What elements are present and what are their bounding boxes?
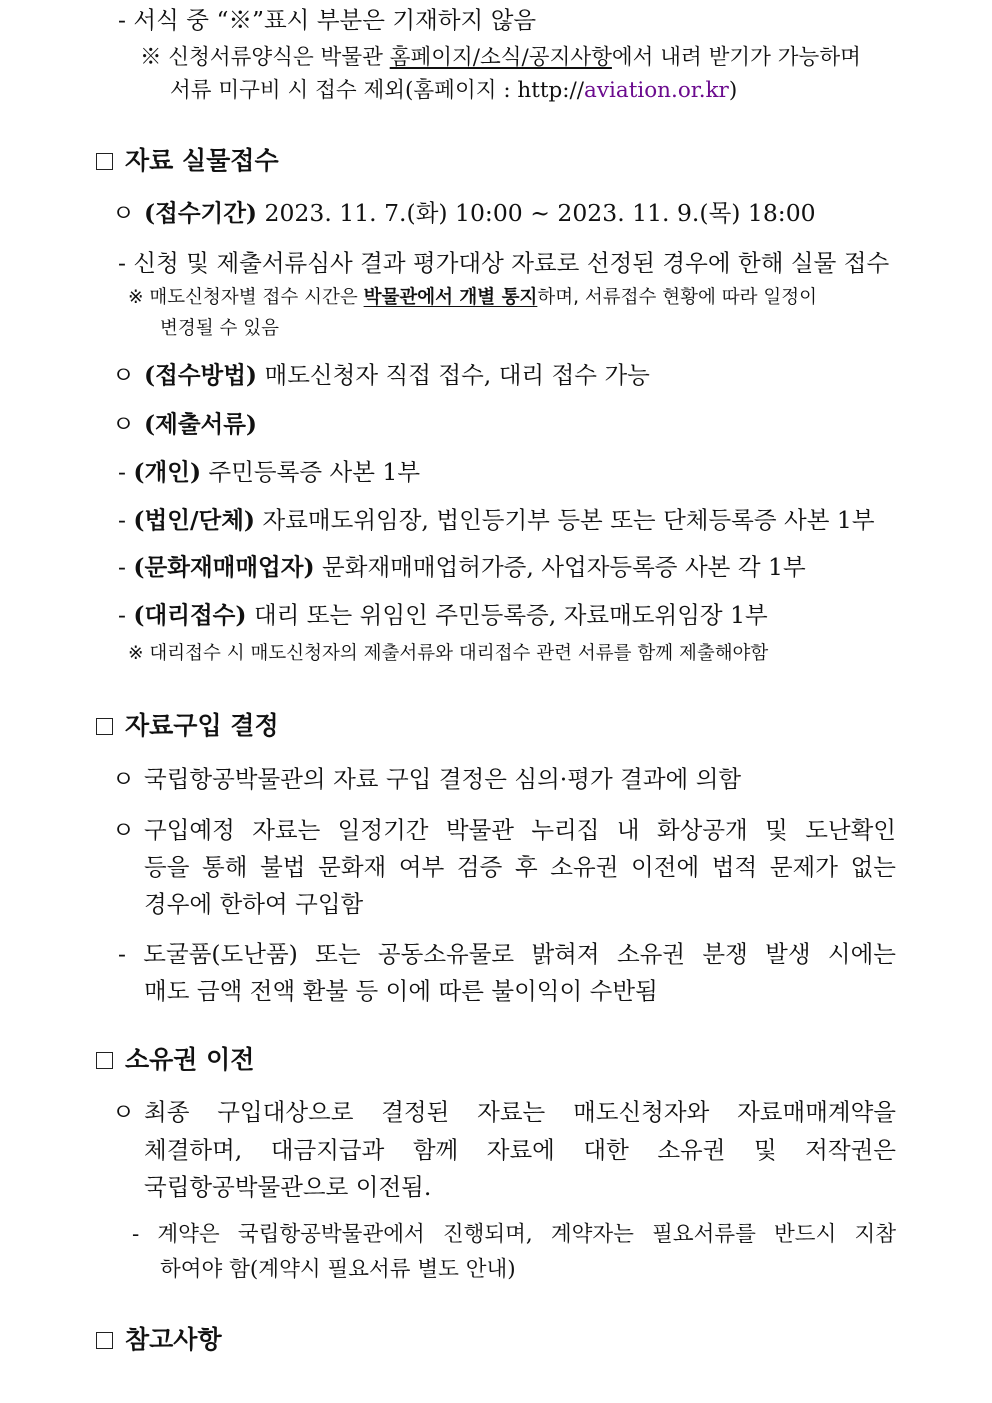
contract-note-line2: 하여야 함(계약시 필요서류 별도 안내) (160, 1257, 516, 1282)
circle-bullet-icon: ㅇ (112, 765, 135, 793)
circle-bullet-icon: ㅇ (112, 199, 135, 227)
purchase-item-2-line1: 구입예정 자료는 일정기간 박물관 누리집 내 화상공개 및 도난확인 (144, 816, 896, 844)
circle-bullet-icon: ㅇ (112, 410, 135, 438)
section-title-item-receipt: 자료 실물접수 (96, 146, 279, 176)
doc-dealer: - (문화재매매업자) 문화재매매업허가증, 사업자등록증 사본 각 1부 (118, 553, 806, 581)
homepage-path: 홈페이지/소식/공지사항 (389, 45, 612, 70)
homepage-link[interactable]: aviation.or.kr (584, 78, 729, 103)
circle-bullet-icon: ㅇ (112, 361, 135, 389)
stolen-goods-note-line2: 매도 금액 전액 환불 등 이에 따른 불이익이 수반됨 (144, 977, 658, 1005)
square-bullet-icon (96, 1052, 113, 1069)
download-note: ※ 신청서류양식은 박물관 홈페이지/소식/공지사항에서 내려 받기가 가능하며 (140, 45, 861, 70)
receipt-method: ㅇ (접수방법) 매도신청자 직접 접수, 대리 접수 가능 (112, 361, 650, 389)
square-bullet-icon (96, 718, 113, 735)
individual-notice-emphasis: 박물관에서 개별 통지 (363, 287, 538, 308)
ownership-item-line2: 체결하며, 대금지급과 함께 자료에 대한 소유권 및 저작권은 (144, 1136, 896, 1164)
receipt-period: ㅇ (접수기간) 2023. 11. 7.(화) 10:00 ~ 2023. 11. 9.(목) 18:00 (112, 199, 816, 227)
selected-receipt-note: - 신청 및 제출서류심사 결과 평가대상 자료로 선정된 경우에 한해 실물 접수 (118, 249, 890, 277)
doc-individual: - (개인) 주민등록증 사본 1부 (118, 458, 421, 486)
submission-documents: ㅇ (제출서류) (112, 410, 258, 438)
proxy-note: ※ 대리접수 시 매도신청자의 제출서류와 대리접수 관련 서류를 함께 제출해야함 (128, 643, 769, 664)
time-note: ※ 매도신청자별 접수 시간은 박물관에서 개별 통지하며, 서류접수 현황에 따라 일정이 (128, 287, 817, 308)
time-note-line2: 변경될 수 있음 (160, 318, 279, 339)
square-bullet-icon (96, 153, 113, 170)
form-note: - 서식 중 “※”표시 부분은 기재하지 않음 (118, 6, 537, 34)
ownership-item-line3: 국립항공박물관으로 이전됨. (144, 1173, 432, 1201)
purchase-item-1: ㅇ 국립항공박물관의 자료 구입 결정은 심의·평가 결과에 의함 (112, 765, 742, 793)
ownership-item-line1: 최종 구입대상으로 결정된 자료는 매도신청자와 자료매매계약을 (144, 1098, 896, 1126)
ownership-item (112, 1098, 144, 1126)
doc-corporation: - (법인/단체) 자료매도위임장, 법인등기부 등본 또는 단체등록증 사본 1부 (118, 506, 875, 534)
purchase-item-2-line2: 등을 통해 불법 문화재 여부 검증 후 소유권 이전에 법적 문제가 없는 (144, 853, 896, 881)
purchase-item-2-line3: 경우에 한하여 구입함 (144, 890, 364, 918)
section-title-purchase: 자료구입 결정 (96, 711, 279, 741)
purchase-item-2 (112, 816, 144, 844)
download-note-line2: 서류 미구비 시 접수 제외(홈페이지 : http://aviation.or.kr) (170, 78, 738, 103)
stolen-goods-note: - 도굴품(도난품) 또는 공동소유물로 밝혀져 소유권 분쟁 발생 시에는 (118, 940, 896, 968)
contract-note: - 계약은 국립항공박물관에서 진행되며, 계약자는 필요서류를 반드시 지참 (132, 1222, 896, 1247)
section-title-ownership: 소유권 이전 (96, 1045, 254, 1075)
section-title-reference: 참고사항 (96, 1325, 222, 1355)
circle-bullet-icon: ㅇ (112, 1098, 135, 1126)
circle-bullet-icon: ㅇ (112, 816, 135, 844)
square-bullet-icon (96, 1332, 113, 1349)
doc-proxy: - (대리접수) 대리 또는 위임인 주민등록증, 자료매도위임장 1부 (118, 601, 768, 629)
